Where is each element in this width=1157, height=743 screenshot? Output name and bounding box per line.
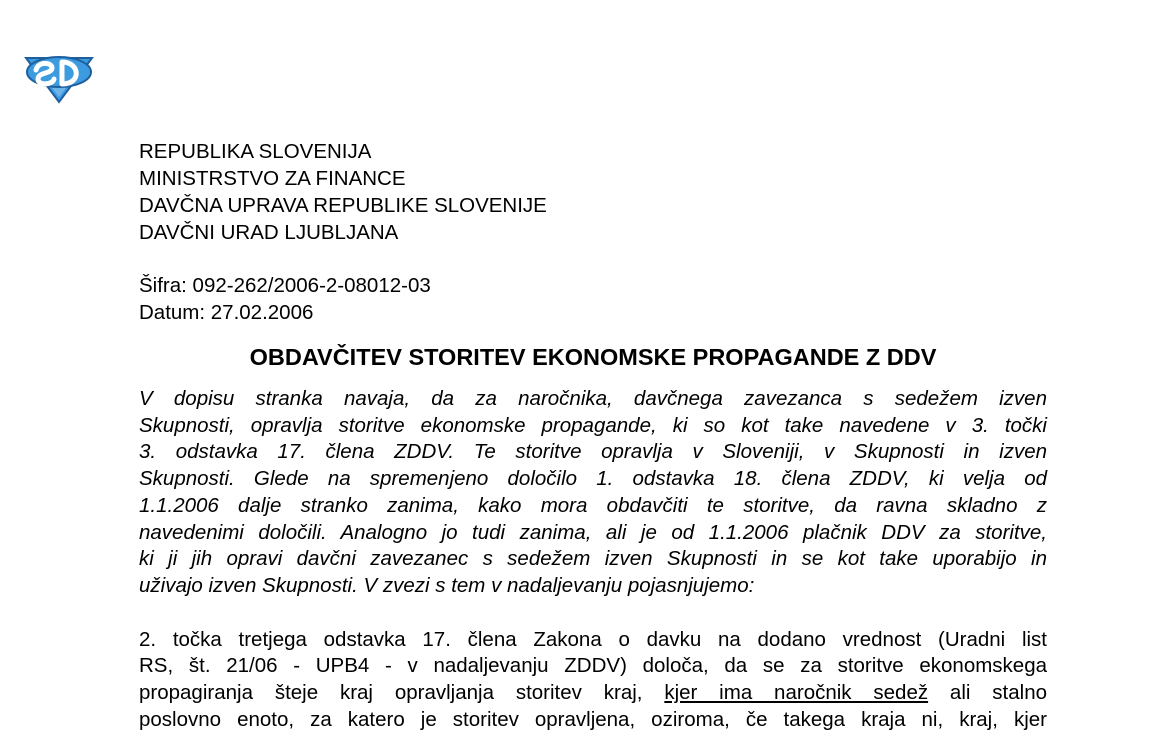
underlined-text: kjer ima naročnik sedež	[664, 681, 929, 705]
document-title: OBDAVČITEV STORITEV EKONOMSKE PROPAGANDE Z DDV	[249, 344, 937, 370]
body-line: 2. točka tretjega odstavka 17. člena Zakona o davku na dodano vrednost (Uradni list	[139, 627, 1047, 651]
intro-paragraph	[139, 386, 1047, 600]
intro-line: ki ji jih opravi davčni zavezanec s sedežem izven Skupnosti in se kot take uporabijo in	[139, 547, 1047, 571]
org-line-ministrstvo: MINISTRSTVO ZA FINANCE	[139, 167, 406, 190]
intro-line: Skupnosti. Glede na spremenjeno določilo 1. odstavka 18. člena ZDDV, ki velja od	[139, 467, 1047, 491]
body-text: propagiranja šteje kraj opravljanja storitev kraj,	[139, 681, 665, 705]
org-line-davcni-urad: DAVČNI URAD LJUBLJANA	[139, 221, 399, 244]
intro-line: V dopisu stranka navaja, da za naročnika, davčnega zavezanca s sedežem izven	[139, 387, 1047, 410]
document-body	[139, 138, 1047, 733]
intro-line: uživajo izven Skupnosti. V zvezi s tem v nadaljevanju pojasnjujemo:	[139, 573, 755, 597]
body-line: poslovno enoto, za katero je storitev opravljena, oziroma, če takega kraja ni, kraj, kjer	[139, 707, 1047, 731]
document-date: Datum: 27.02.2006	[139, 301, 314, 324]
body-line	[139, 680, 1047, 707]
intro-line: 1.1.2006 dalje stranko zanima, kako mora obdavčiti te storitve, da ravna skladno z	[139, 493, 1047, 517]
org-header	[139, 138, 1047, 246]
org-line-republika: REPUBLIKA SLOVENIJA	[139, 140, 372, 163]
org-line-davcna-uprava: DAVČNA UPRAVA REPUBLIKE SLOVENIJE	[139, 194, 547, 217]
intro-line: navedenimi določili. Analogno jo tudi zanima, ali je od 1.1.2006 plačnik DDV za storitve,	[139, 520, 1047, 544]
tax-office-logo	[22, 48, 96, 104]
body-line: RS, št. 21/06 - UPB4 - v nadaljevanju ZDDV) določa, da se za storitve ekonomskega	[139, 654, 1047, 678]
intro-line: 3. odstavka 17. člena ZDDV. Te storitve opravlja v Sloveniji, v Skupnosti in izven	[139, 440, 1047, 464]
intro-line: Skupnosti, opravlja storitve ekonomske propagande, ki so kot take navedene v 3. točki	[139, 413, 1047, 437]
body-paragraph	[139, 627, 1047, 734]
reference-number: Šifra: 092-262/2006-2-08012-03	[139, 274, 431, 297]
body-text: ali stalno	[928, 681, 1047, 705]
